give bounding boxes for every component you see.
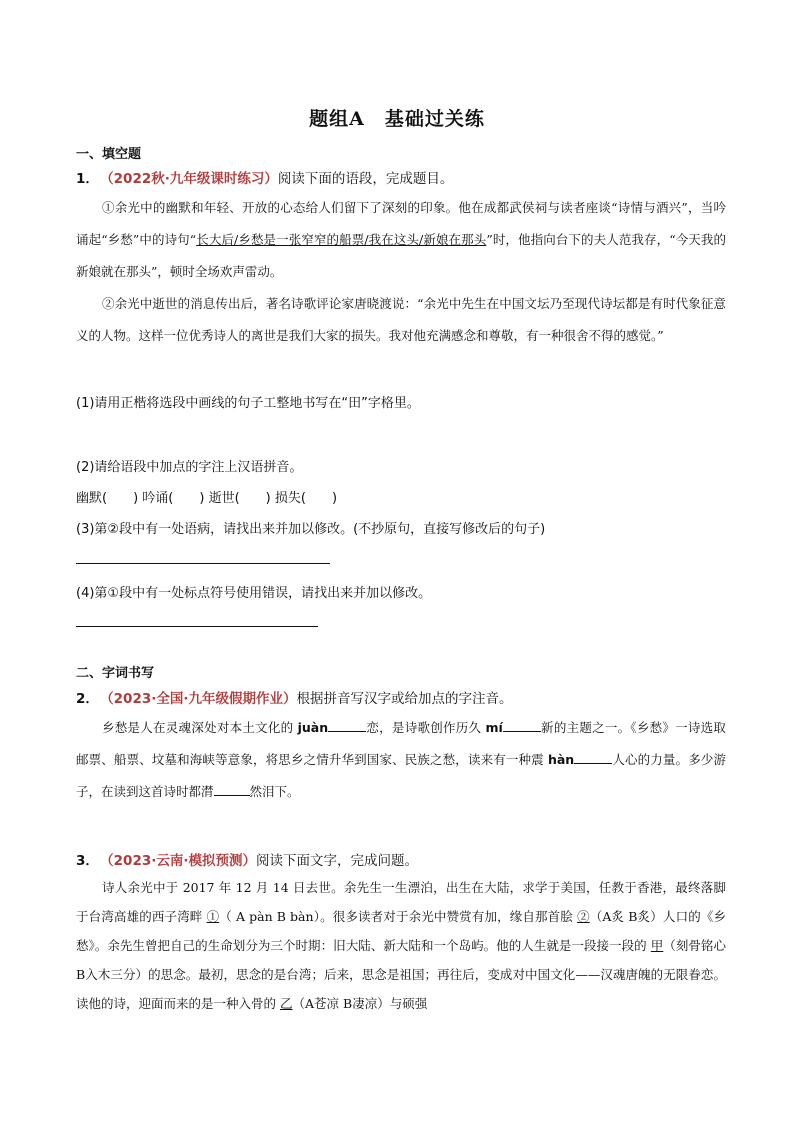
pinyin-item-word: 吟诵( — [142, 491, 174, 506]
underlined-sentence: 长大后/乡愁是一张窄窄的船票/我在这头/新娘在那头 — [196, 232, 487, 247]
pinyin-item-close: ) — [265, 491, 271, 506]
question-number: 3． — [76, 853, 99, 869]
passage-text: ①余光中的幽默和年轻、开放的心态给人们留下了深刻的印象。他在成都武侯祠与读者座谈“诗情与酒兴”，当吟诵起“乡愁”中的诗句“ — [76, 200, 726, 247]
question-2-passage — [76, 712, 726, 808]
blank-marker: ① — [206, 909, 220, 924]
blank-marker: 甲 — [650, 938, 664, 953]
pinyin: juàn — [297, 720, 329, 735]
question-prompt: 阅读下面文字，完成问题。 — [256, 853, 418, 869]
question-prompt: 阅读下面的语段，完成题目。 — [277, 171, 454, 187]
section-heading-word-writing: 二、字词书写 — [76, 666, 155, 681]
pinyin-item-close: ) — [133, 491, 139, 506]
passage-text: （刻骨铭心 B入木三分）的思念。最初，思念的是台湾；后来，思念是祖国；再往后，变成对中国文化——汉魂唐魄的无限眷恋。读他的诗，迎面而来的是一种入骨的 — [76, 938, 726, 1011]
passage-text: 恋，是诗歌创作历久 — [366, 720, 482, 735]
passage-text: 然泪下。 — [249, 784, 300, 799]
page-title: 题组A 基础过关练 — [309, 108, 485, 130]
pinyin-item-close: ) — [331, 491, 338, 506]
passage-text: 诗人余光中于 2017 年 12 月 14 日去世。余先生一生漂泊，出生在大陆，求学于美国，任教于香港，最终落脚于台湾高雄的西子湾畔 — [76, 880, 726, 924]
passage-text: 人心的力量。多少游子，在读到这首诗时都潸 — [76, 752, 726, 799]
answer-blank[interactable] — [328, 731, 366, 732]
question-source: （2023·云南·模拟预测） — [106, 853, 256, 869]
passage-text: ”时，他指向台下的夫人范我存，“今天我的新娘就在那头”，顿时全场欢声雷动。 — [76, 232, 726, 279]
blank-marker: 乙 — [280, 996, 293, 1011]
subquestion-2: (2)请给语段中加点的字注上汉语拼音。 — [76, 460, 303, 475]
question-number: 1． — [76, 171, 99, 187]
pinyin-item-word: 损失( — [274, 491, 306, 506]
section-heading-fill-blank: 一、填空题 — [76, 147, 142, 162]
pinyin-items — [76, 487, 337, 506]
question-number: 2． — [76, 691, 99, 707]
subquestion-3: (3)第②段中有一处语病，请找出来并加以修改。(不抄原句，直接写修改后的句子) — [76, 522, 546, 537]
question-3-passage — [76, 873, 726, 1018]
pinyin-item-word: 幽默( — [76, 491, 108, 506]
question-prompt: 根据拼音写汉字或给加点的字注音。 — [296, 691, 513, 707]
answer-blank[interactable] — [503, 731, 541, 732]
pinyin: mí — [485, 720, 503, 735]
passage-paragraph-2: ②余光中逝世的消息传出后，著名诗歌评论家唐晓渡说：“余光中先生在中国文坛乃至现代诗坛都是有时代象征意义的人物。这样一位优秀诗人的离世是我们大家的损失。我对他充满感念和尊敬，有一种很舍不得的感觉。” — [76, 296, 726, 343]
subquestion-4: (4)第①段中有一处标点符号使用错误，请找出来并加以修改。 — [76, 586, 432, 601]
answer-line[interactable] — [76, 563, 330, 564]
passage-text: （A炙 B炙）人口的《乡愁》。余先生曾把自己的生命划分为三个时期：旧大陆、新大陆和一个岛屿。他的人生就是一段接一段的 — [76, 909, 726, 953]
passage-text: （ A pàn B bàn）。很多读者对于余光中赞赏有加，缘自那首脍 — [219, 909, 573, 924]
passage-text: （A苍凉 B凄凉）与硕强 — [292, 996, 428, 1011]
question-3-header — [76, 849, 418, 869]
pinyin-item-word: 逝世( — [208, 491, 240, 506]
question-2-header — [76, 687, 513, 707]
answer-blank[interactable] — [214, 795, 250, 796]
pinyin: hàn — [547, 752, 575, 767]
answer-line[interactable] — [76, 626, 318, 627]
subquestion-1: (1)请用正楷将选段中画线的句子工整地书写在“田”字格里。 — [76, 396, 420, 411]
blank-marker: ② — [577, 909, 590, 924]
question-source: （2022秋·九年级课时练习） — [106, 171, 278, 187]
question-source: （2023·全国·九年级假期作业） — [106, 691, 297, 707]
passage-paragraph-1 — [76, 192, 726, 288]
passage-text: 乡愁是人在灵魂深处对本土文化的 — [102, 720, 294, 735]
question-1-header — [76, 167, 453, 187]
answer-blank[interactable] — [574, 763, 612, 764]
passage-text: 新的主题之一。《乡愁》一诗选取邮票、船票、坟墓和海峡等意象，将思乡之情升华到国家、民族之愁，读来有一种震 — [76, 720, 726, 767]
pinyin-item-close: ) — [199, 491, 205, 506]
